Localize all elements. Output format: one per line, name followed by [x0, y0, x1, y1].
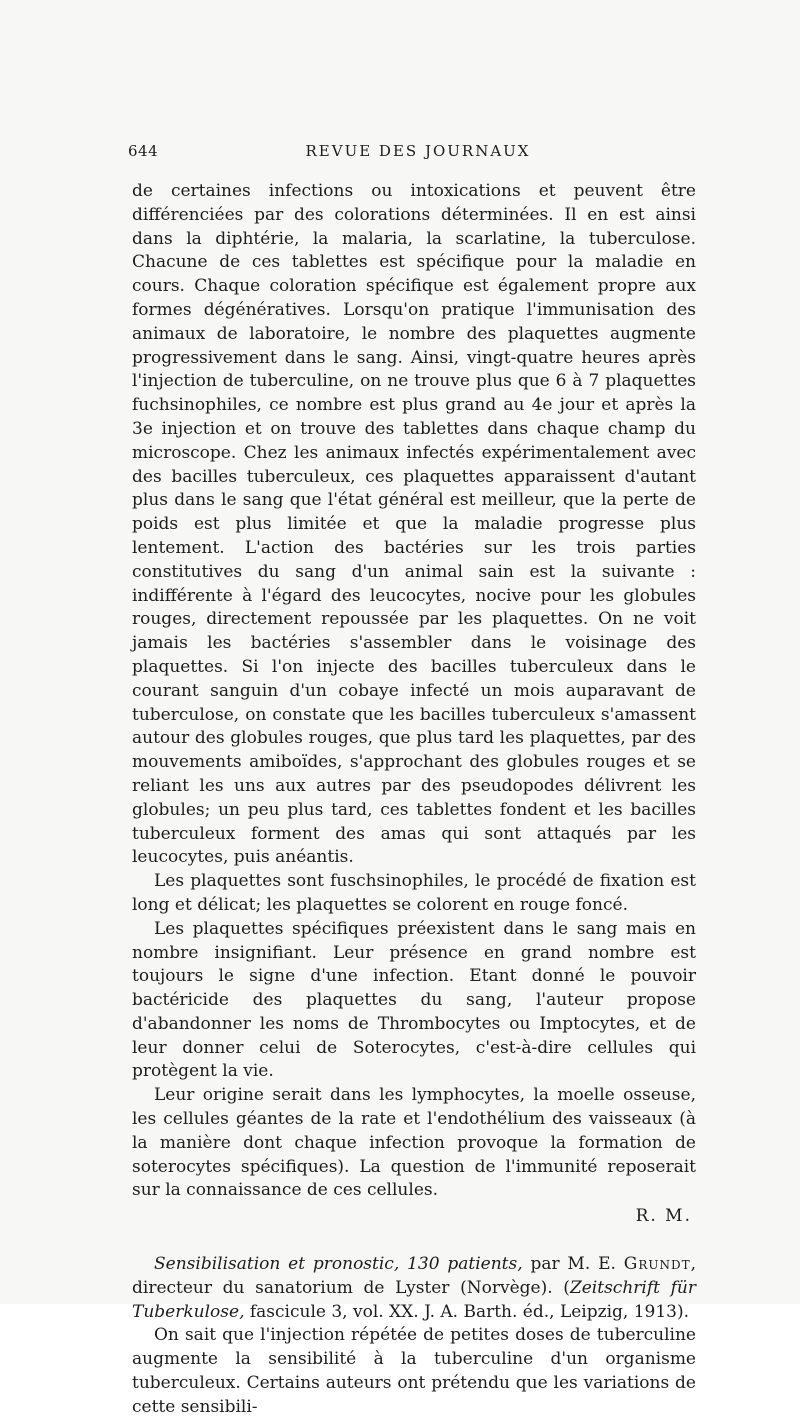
review-details: fascicule 3, vol. XX. J. A. Barth. éd., Leipzig, 1913).: [244, 1301, 690, 1322]
page-header: [128, 142, 708, 164]
review-by: par M. E.: [522, 1254, 624, 1275]
review-citation: [132, 1253, 696, 1324]
body-paragraph: de certaines infections ou intoxications et peuvent être différenciées par des colorations déterminées. Il en est ainsi dans la diphtérie, la malaria, la scarlatine, la tuberculose. Chacune de ces tablettes est spécifique pour la maladie en cours. Chaque coloration spécifique est également propre aux formes dégénératives. Lorsqu'on pratique l'immunisation des animaux de laboratoire, le nombre des plaquettes augmente progressivement dans le sang. Ainsi, vingt-quatre heures après l'injection de tuberculine, on ne trouve plus que 6 à 7 plaquettes fuchsinophiles, ce nombre est plus grand au 4e jour et après la 3e injection et on trouve des tablettes dans chaque champ du microscope. Chez les animaux infectés expérimentalement avec des bacilles tuberculeux, ces plaquettes apparaissent d'autant plus dans le sang que l'état général est meilleur, que la perte de poids est plus limitée et que la maladie progresse plus lentement. L'action des bactéries sur les trois parties constitutives du sang d'un animal sain est la suivante : indifférente à l'égard des leucocytes, nocive pour les globules rouges, directement repoussée par les plaquettes. On ne voit jamais les bactéries s'assembler dans le voisinage des plaquettes. Si l'on injecte des bacilles tuberculeux dans le courant sanguin d'un cobaye infecté un mois auparavant de tuberculose, on constate que les bacilles tuberculeux s'amassent autour des globules rouges, que plus tard les plaquettes, par des mouvements amiboïdes, s'approchant des globules rouges et se reliant les uns aux autres par des pseudopodes délivrent les globules; un peu plus tard, ces tablettes fondent et les bacilles tuberculeux forment des amas qui sont attaqués par les leucocytes, puis anéantis.: [132, 181, 696, 868]
review-journal: Zeitschrift für Tuberkulose,: [132, 1277, 696, 1322]
body-paragraph: Leur origine serait dans les lymphocytes, la moelle osseuse, les cellules géantes de la rate et l'endothélium des vaisseaux (à la manière dont chaque infection provoque la formation de soterocytes spécifiques). La question de l'immunité reposerait sur la connaissance de ces cellules.: [132, 1085, 696, 1201]
body-paragraph: Les plaquettes sont fuschsinophiles, le procédé de fixation est long et délicat; les plaquettes se colorent en rouge foncé.: [132, 871, 696, 915]
page-number: 644: [128, 142, 159, 160]
body-paragraph: Les plaquettes spécifiques préexistent dans le sang mais en nombre insignifiant. Leur présence en grand nombre est toujours le signe d'une infection. Etant donné le pouvoir bactéricide des plaquettes du sang, l'auteur propose d'abandonner les noms de Thrombocytes ou Imptocytes, et de leur donner celui de Soterocytes, c'est-à-dire cellules qui protègent la vie.: [132, 918, 696, 1082]
author-signature: R. M.: [635, 1206, 692, 1227]
article-body: [132, 180, 696, 1420]
running-title: REVUE DES JOURNAUX: [305, 142, 531, 160]
review-entry: [132, 1253, 696, 1420]
review-title: Sensibilisation et pronostic, 130 patients,: [154, 1254, 523, 1275]
review-author: Grundt: [623, 1254, 691, 1275]
review-paragraph: On sait que l'injection répétée de petites doses de tuberculine augmente la sensibilité à la tuberculine d'un organisme tuberculeux. Certains auteurs ont prétendu que les variations de cette sensibili-: [132, 1325, 696, 1417]
review-affiliation: , directeur du sanatorium de Lyster (Norvège). (: [132, 1254, 696, 1298]
